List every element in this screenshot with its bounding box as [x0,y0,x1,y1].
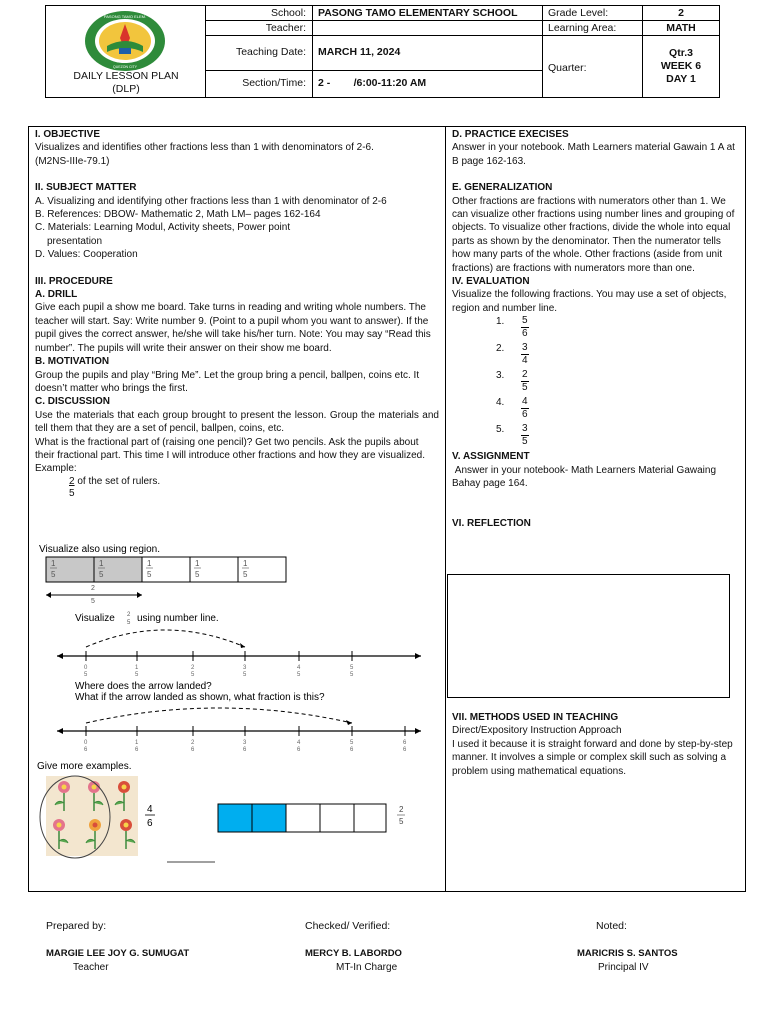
bar-fraction-den: 5 [399,817,404,826]
svg-text:4: 4 [297,740,301,746]
quarter-label: Quarter: [548,62,587,74]
numberline-question-2: What if the arrow landed as shown, what fraction is this? [75,692,325,703]
more-examples-label: Give more examples. [37,761,132,772]
school-seal-icon [83,10,167,72]
list-item: 3. $\frac{2}{5}$ [496,369,528,394]
grade-level-label: Grade Level: [548,7,609,19]
objective-code: (M2NS-IIIe-79.1) [35,155,110,167]
right-column [452,128,740,530]
prepared-by-label: Prepared by: [46,920,107,932]
svg-text:5: 5 [350,672,354,678]
drill-heading: A. DRILL [35,289,78,301]
quarter-value-qtr: Qtr.3 [669,47,693,59]
region-label-den-2: 5 [99,570,104,579]
discussion-heading: C. DISCUSSION [35,396,111,408]
subject-matter-c: C. Materials: Learning Modul, Activity sheets, Power point [35,222,291,234]
numberline-question-1: Where does the arrow landed? [75,681,212,692]
column-divider [445,127,446,891]
region-label-den-3: 5 [147,570,152,579]
section-time-label: Section/Time: [242,77,306,89]
svg-text:6: 6 [403,747,407,753]
region-label-num-5: 1 [243,559,248,568]
dlp-title-line1: DAILY LESSON PLAN [73,70,179,82]
procedure-heading: III. PROCEDURE [35,275,113,287]
svg-text:QUEZON CITY: QUEZON CITY [113,65,137,69]
teaching-date-value: MARCH 11, 2024 [318,46,401,58]
svg-text:5: 5 [191,672,195,678]
prepared-by-name: MARGIE LEE JOY G. SUMUGAT [46,948,190,959]
practice-text: Answer in your notebook. Math Learners material Gawain 1 A at B page 162-163. [452,142,735,167]
svg-text:5: 5 [297,672,301,678]
motivation-text: Group the pupils and play “Bring Me”. Let the group bring a pencil, ballpen, coins etc. It doesn’t matter who brings the first. [35,369,420,394]
region-bracket-arrow [46,585,142,605]
svg-text:6: 6 [84,747,88,753]
evaluation-heading: IV. EVALUATION [452,276,530,288]
svg-text:6: 6 [297,747,301,753]
region-label-num-2: 1 [99,559,104,568]
example-numerator: 2 [69,475,75,487]
noted-by-title: Principal IV [598,962,649,973]
methods-text: I used it because it is straight forward and done by step-by-step manner. It involves a simple or complex skill such as solving a problem using mathematical equations. [452,738,733,777]
svg-text:3: 3 [243,740,247,746]
flowers-fraction-num: 4 [147,804,153,815]
methods-approach: Direct/Expository Instruction Approach [452,725,622,737]
flowers-picture [40,776,138,858]
evaluation-list [496,315,740,450]
dlp-title [46,70,206,96]
reflection-heading: VI. REFLECTION [452,517,531,529]
discussion-text-1: Use the materials that each group brought to present the lesson. Group the materials and tell them that they are a set of pencil, ballpen, coins, etc. [35,409,439,435]
svg-text:0: 0 [84,665,88,671]
number-line-1 [57,630,421,678]
subject-matter-heading: II. SUBJECT MATTER [35,182,137,194]
region-label-den-5: 5 [243,570,248,579]
school-label: School: [270,7,306,19]
list-item: 4. $\frac{4}{6}$ [496,396,528,421]
list-item: 1. $\frac{5}{6}$ [496,315,528,340]
fraction-bar [218,804,386,832]
svg-text:6: 6 [191,747,195,753]
quarter-value-week: WEEK 6 [660,60,702,72]
school-value: PASONG TAMO ELEMENTARY SCHOOL [318,7,518,19]
evaluation-text: Visualize the following fractions. You may use a set of objects, region and number line. [452,289,727,314]
checked-by-name: MERCY B. LABORDO [305,948,402,959]
svg-text:6: 6 [135,747,139,753]
learning-area-label: Learning Area: [548,22,617,34]
region-label-num-4: 1 [195,559,200,568]
svg-text:4: 4 [297,665,301,671]
teacher-label: Teacher: [265,22,306,34]
svg-text:5: 5 [350,665,354,671]
region-label-den-1: 5 [51,570,56,579]
svg-text:1: 1 [135,665,139,671]
checked-by-title: MT-In Charge [336,962,398,973]
objective-heading: I. OBJECTIVE [35,129,101,140]
svg-text:2: 2 [191,740,195,746]
region-label-den-4: 5 [195,570,200,579]
objective-text: Visualizes and identifies other fractions less than 1 with denominators of 2-6. [35,142,374,154]
list-item: 5. $\frac{3}{5}$ [496,423,528,448]
discussion-text-2: What is the fractional part of (raising one pencil)? Get two pencils. Ask the pupils about their fractional part. This time I will introduce other fractions and how they are visualized. [35,436,425,461]
region-bracket-num: 2 [91,585,95,592]
assignment-text: Answer in your notebook- Math Learners Material Gawaing Bahay page 164. [452,464,719,490]
teaching-date-label: Teaching Date: [235,46,306,58]
quarter-value-day: DAY 1 [666,73,696,85]
svg-text:5: 5 [84,672,88,678]
dlp-title-line2: (DLP) [112,83,140,95]
svg-text:PASONG TAMO ELEM.: PASONG TAMO ELEM. [103,14,147,19]
lesson-body [28,126,746,892]
example-text: of the set of rulers. [77,475,161,487]
prepared-by-title: Teacher [73,962,109,973]
svg-text:0: 0 [84,740,88,746]
section-time-value: 2 - /6:00-11:20 AM [318,77,427,89]
svg-text:6: 6 [403,740,407,746]
learning-area-value: MATH [666,22,696,34]
region-strip [46,557,286,582]
svg-text:2: 2 [191,665,195,671]
svg-text:5: 5 [350,740,354,746]
region-label-num-1: 1 [51,559,56,568]
noted-by-name: MARICRIS S. SANTOS [577,948,678,959]
methods-heading: VII. METHODS USED IN TEACHING [452,712,619,723]
subject-matter-b: B. References: DBOW- Mathematic 2, Math LM– pages 162-164 [35,209,321,221]
region-label-num-3: 1 [147,559,152,568]
svg-text:1: 1 [135,740,139,746]
motivation-heading: B. MOTIVATION [35,356,110,368]
discussion-figures [29,127,445,891]
bar-fraction-num: 2 [399,805,404,814]
flowers-fraction-den: 6 [147,818,153,829]
generalization-heading: E. GENERALIZATION [452,182,553,194]
subject-matter-c-cont: presentation [47,235,103,247]
example-denominator: 5 [69,488,75,500]
number-line-2 [57,708,421,753]
logo-cell [46,6,206,97]
methods-section [452,711,742,778]
svg-text:5: 5 [243,672,247,678]
assignment-heading: V. ASSIGNMENT [452,451,530,463]
numberline-frac-den: 5 [127,620,131,626]
svg-text:6: 6 [350,747,354,753]
quarter-value [643,47,719,86]
numberline-label-end: using number line. [137,613,219,624]
numberline-label-start: Visualize [75,613,115,624]
subject-matter-a: A. Visualizing and identifying other fractions less than 1 with denominator of 2-6 [35,195,387,207]
practice-heading: D. PRACTICE EXECISES [452,129,569,140]
numberline-frac-num: 2 [127,612,131,618]
region-label: Visualize also using region. [39,544,161,555]
noted-by-label: Noted: [596,920,627,932]
checked-by-label: Checked/ Verified: [305,920,391,932]
svg-text:6: 6 [243,747,247,753]
list-item: 2. $\frac{3}{4}$ [496,342,528,367]
reflection-box [447,574,730,698]
example-label: Example: [35,463,77,475]
region-bracket-den: 5 [91,598,95,605]
grade-level-value: 2 [678,7,684,19]
svg-text:3: 3 [243,665,247,671]
header-table [45,5,720,98]
generalization-text: Other fractions are fractions with numerators other than 1. We can visualize other fractions using number lines and grouping of objects. To visualize other fractions, divide the whole into equal parts as shown by the denominator. Then the numerator tells how many parts of the whole. Other fractions (aside from unit fractions) are fractions with numerators more than one. [452,195,735,274]
drill-text: Give each pupil a show me board. Take turns in reading and writing whole numbers. The teacher will start. Say: Write number 9. (Point to a pupil whom you want to answer). If the pupil gives the correct answer, he/she will take his/her turn. Note: You may say “Read this number”. The pupils will write their answer on their show me board. [35,302,431,354]
subject-matter-d: D. Values: Cooperation [35,249,138,261]
svg-text:5: 5 [135,672,139,678]
